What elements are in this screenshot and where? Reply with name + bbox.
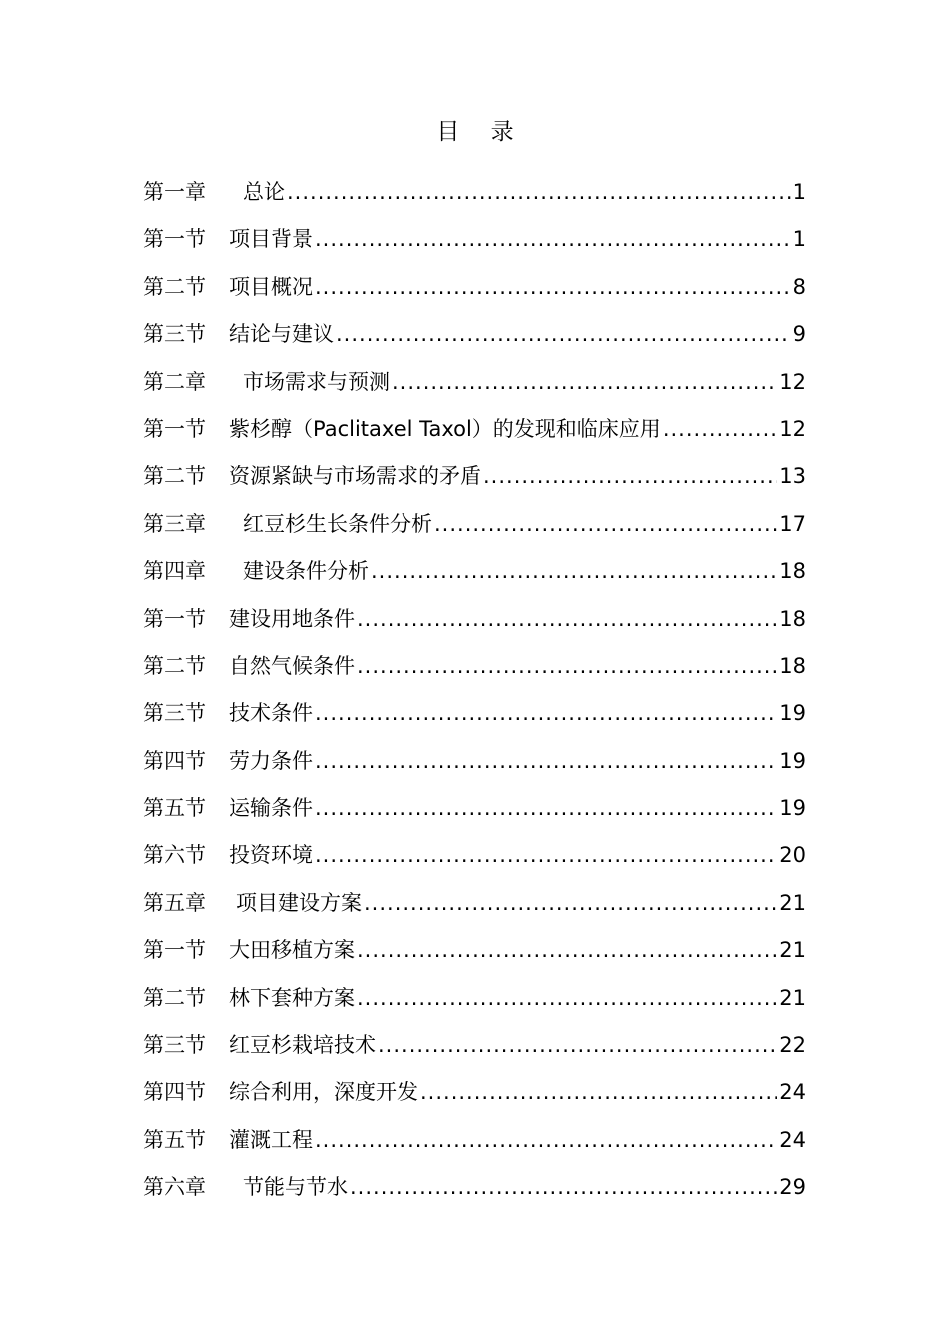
toc-entry-text: 自然气候条件 (229, 653, 355, 678)
toc-page-number: 21 (779, 890, 806, 915)
toc-entry[interactable] (143, 976, 806, 1023)
toc-entry-number: 第六章 (143, 1175, 206, 1200)
toc-entry-label (143, 170, 285, 214)
toc-entry-text: 节能与节水 (243, 1175, 348, 1200)
toc-entry-text: 技术条件 (229, 701, 313, 726)
toc-dot-leader (315, 739, 777, 783)
toc-entry-number: 第一节 (143, 606, 206, 631)
toc-dot-leader (357, 644, 777, 688)
toc-entry-number: 第三节 (143, 322, 206, 347)
toc-entry[interactable] (143, 549, 806, 596)
toc-page-number: 19 (779, 748, 806, 773)
toc-entry-label (143, 739, 313, 783)
toc-entry-number: 第三节 (143, 1033, 206, 1058)
toc-entry-label (143, 502, 432, 546)
toc-dot-leader (357, 976, 777, 1020)
toc-entry-number: 第一章 (143, 180, 206, 204)
toc-entry-text: 总论 (243, 180, 285, 204)
toc-entry[interactable] (143, 407, 806, 454)
toc-entry-number: 第一节 (143, 416, 206, 441)
toc-dot-leader (357, 928, 777, 972)
toc-dot-leader (350, 1165, 777, 1209)
toc-entry-text: 结论与建议 (229, 322, 334, 347)
toc-page-number: 24 (779, 1127, 806, 1152)
toc-title: 目 录 (436, 119, 526, 145)
toc-dot-leader (315, 691, 777, 735)
toc-dot-leader (364, 881, 777, 925)
toc-entry[interactable] (143, 786, 806, 833)
toc-entry[interactable] (143, 1070, 806, 1117)
toc-entry-text: 大田移植方案 (229, 938, 355, 963)
toc-page-number: 1 (792, 227, 806, 252)
toc-entry-number: 第四章 (143, 559, 206, 584)
toc-entry-label (143, 597, 355, 641)
toc-entry[interactable] (143, 265, 806, 312)
toc-entry-label (143, 1118, 313, 1162)
toc-entry[interactable] (143, 691, 806, 738)
toc-page-number: 1 (792, 180, 806, 204)
toc-entry[interactable] (143, 170, 806, 217)
toc-entry-number: 第三节 (143, 701, 206, 726)
toc-entry-label (143, 549, 369, 593)
toc-entry[interactable] (143, 644, 806, 691)
toc-entry-number: 第四节 (143, 748, 206, 773)
toc-dot-leader (483, 454, 777, 498)
toc-page-number: 19 (779, 796, 806, 821)
toc-entry-text: 投资环境 (229, 843, 313, 868)
toc-entry-number: 第五节 (143, 1127, 206, 1152)
toc-entry-text: 红豆杉栽培技术 (229, 1033, 376, 1058)
toc-page-number: 13 (779, 464, 806, 489)
toc-entry-number: 第六节 (143, 843, 206, 868)
toc-dot-leader (287, 170, 791, 214)
toc-dot-leader (357, 597, 777, 641)
toc-entry-number: 第三章 (143, 511, 206, 536)
toc-entry-number: 第二节 (143, 464, 206, 489)
toc-entry[interactable] (143, 454, 806, 501)
toc-entry-number: 第二节 (143, 653, 206, 678)
toc-entry-text: 建设用地条件 (229, 606, 355, 631)
toc-dot-leader (315, 833, 777, 877)
toc-page-number: 12 (779, 416, 806, 441)
toc-entry-text: 红豆杉生长条件分析 (243, 511, 432, 536)
toc-entry-label (143, 976, 355, 1020)
toc-entry[interactable] (143, 928, 806, 975)
toc-entry-number: 第二章 (143, 369, 206, 394)
toc-entry-text: 市场需求与预测 (243, 369, 390, 394)
toc-entry-label (143, 407, 661, 451)
toc-entry-label (143, 691, 313, 735)
toc-page-number: 8 (792, 274, 806, 299)
toc-entry-label (143, 1023, 376, 1067)
toc-entry-text: 项目背景 (229, 227, 313, 252)
toc-entry-label (143, 644, 355, 688)
toc-dot-leader (315, 1118, 777, 1162)
toc-entry[interactable] (143, 1023, 806, 1070)
toc-page-number: 17 (779, 511, 806, 536)
toc-entry[interactable] (143, 360, 806, 407)
toc-entry-label (143, 786, 313, 830)
toc-page-number: 9 (792, 322, 806, 347)
toc-entry-number: 第二节 (143, 274, 206, 299)
toc-page-number: 21 (779, 938, 806, 963)
toc-entry-text: 劳力条件 (229, 748, 313, 773)
toc-entry[interactable] (143, 597, 806, 644)
toc-entry-text: 灌溉工程 (229, 1127, 313, 1152)
toc-dot-leader (392, 360, 777, 404)
toc-entry-text: 资源紧缺与市场需求的矛盾 (229, 464, 481, 489)
toc-entry[interactable] (143, 881, 806, 928)
toc-dot-leader (315, 786, 777, 830)
toc-dot-leader (371, 549, 777, 593)
toc-entry-text: 综合利用，深度开发 (229, 1080, 418, 1105)
toc-dot-leader (434, 502, 777, 546)
toc-dot-leader (336, 312, 791, 356)
toc-dot-leader (315, 265, 791, 309)
toc-page-number: 18 (779, 559, 806, 584)
toc-dot-leader (663, 407, 777, 451)
toc-entry-label (143, 833, 313, 877)
toc-entry-text: 项目概况 (229, 274, 313, 299)
toc-entry[interactable] (143, 1165, 806, 1212)
toc-entry-label (143, 265, 313, 309)
toc-entry-label (143, 217, 313, 261)
toc-dot-leader (315, 217, 791, 261)
toc-page-number: 18 (779, 653, 806, 678)
toc-entry-text: 林下套种方案 (229, 985, 355, 1010)
toc-entry-label (143, 1070, 418, 1114)
toc-entry-label (143, 312, 334, 356)
toc-entry-text: 紫杉醇（Paclitaxel Taxol）的发现和临床应用 (229, 416, 661, 441)
toc-dot-leader (420, 1070, 777, 1114)
toc-page-number: 12 (779, 369, 806, 394)
toc-page-number: 19 (779, 701, 806, 726)
toc-dot-leader (378, 1023, 777, 1067)
toc-entry-label (143, 360, 390, 404)
toc-entry[interactable] (143, 312, 806, 359)
toc-entry[interactable] (143, 833, 806, 880)
toc-page-number: 24 (779, 1080, 806, 1105)
toc-entry[interactable] (143, 217, 806, 264)
toc-entry-text: 项目建设方案 (236, 890, 362, 915)
table-of-contents (143, 170, 806, 1213)
toc-page-number: 29 (779, 1175, 806, 1200)
toc-page-number: 20 (779, 843, 806, 868)
toc-entry[interactable] (143, 739, 806, 786)
toc-page-number: 22 (779, 1033, 806, 1058)
toc-page-number: 18 (779, 606, 806, 631)
toc-entry-text: 建设条件分析 (243, 559, 369, 584)
toc-entry-number: 第二节 (143, 985, 206, 1010)
toc-entry-number: 第四节 (143, 1080, 206, 1105)
toc-entry-number: 第一节 (143, 227, 206, 252)
toc-page-number: 21 (779, 985, 806, 1010)
toc-entry-label (143, 454, 481, 498)
toc-entry-number: 第一节 (143, 938, 206, 963)
toc-entry-number: 第五节 (143, 796, 206, 821)
toc-entry-label (143, 1165, 348, 1209)
toc-entry-label (143, 881, 362, 925)
toc-entry[interactable] (143, 1118, 806, 1165)
toc-entry[interactable] (143, 502, 806, 549)
toc-entry-label (143, 928, 355, 972)
toc-entry-number: 第五章 (143, 890, 206, 915)
toc-entry-text: 运输条件 (229, 796, 313, 821)
